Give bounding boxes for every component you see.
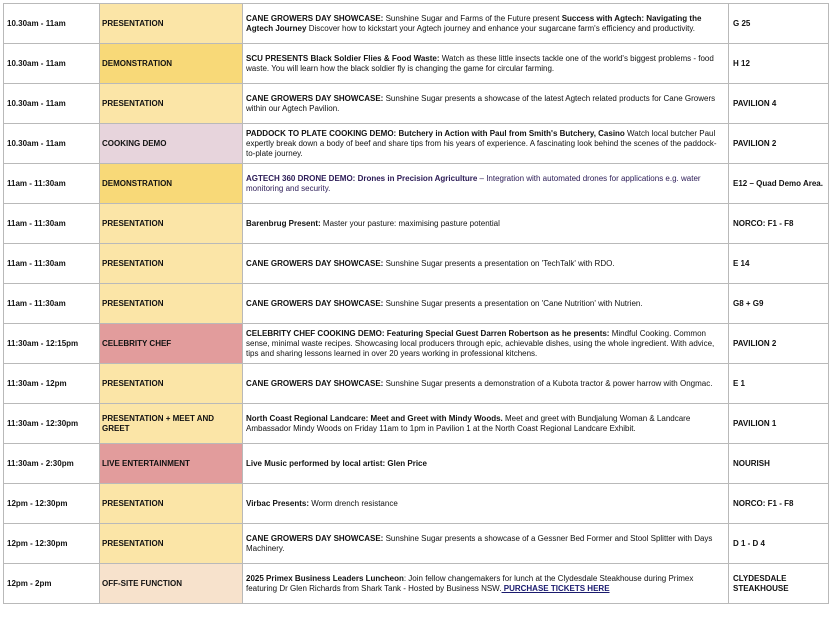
- table-row: [4, 124, 829, 164]
- description-title: CANE GROWERS DAY SHOWCASE:: [246, 93, 384, 103]
- location-cell: H 12: [729, 44, 829, 84]
- description-cell: [243, 4, 729, 44]
- description-cell: [243, 444, 729, 484]
- location-cell: PAVILION 2: [729, 124, 829, 164]
- table-row: [4, 204, 829, 244]
- event-type-cell: COOKING DEMO: [100, 124, 243, 164]
- description-text: Sunshine Sugar presents a showcase of a Gessner Bed Former and Stool Splitter with Days Machinery.: [246, 533, 713, 553]
- description-title: CANE GROWERS DAY SHOWCASE:: [246, 298, 384, 308]
- purchase-tickets-link[interactable]: PURCHASE TICKETS HERE: [501, 583, 610, 593]
- table-row: [4, 84, 829, 124]
- event-type-cell: PRESENTATION: [100, 244, 243, 284]
- location-cell: NORCO: F1 - F8: [729, 484, 829, 524]
- event-type-cell: PRESENTATION: [100, 4, 243, 44]
- description-text: : Join fellow changemakers for lunch at the Clydesdale Steakhouse during Primex featuring Dr Glen Richards from Shark Tank - Hosted by Business NSW.: [246, 573, 694, 593]
- description-text: Master your pasture: maximising pasture potential: [320, 218, 500, 228]
- location-cell: E 14: [729, 244, 829, 284]
- table-row: [4, 4, 829, 44]
- description-title: SCU PRESENTS Black Soldier Flies & Food Waste:: [246, 53, 440, 63]
- description-subtitle: Success with Agtech: Navigating the Agtech Journey: [246, 13, 702, 33]
- description-cell: [243, 284, 729, 324]
- time-cell: 11:30am - 12:30pm: [4, 404, 100, 444]
- description-title: CELEBRITY CHEF COOKING DEMO: Featuring Special Guest Darren Robertson as he presents:: [246, 328, 610, 338]
- time-cell: 11:30am - 12pm: [4, 364, 100, 404]
- event-type-cell: PRESENTATION: [100, 84, 243, 124]
- description-title: 2025 Primex Business Leaders Luncheon: [246, 573, 404, 583]
- table-row: [4, 244, 829, 284]
- description-title: CANE GROWERS DAY SHOWCASE:: [246, 378, 384, 388]
- description-cell: [243, 484, 729, 524]
- event-type-cell: PRESENTATION: [100, 484, 243, 524]
- description-cell: [243, 204, 729, 244]
- description-text: Watch as these little insects tackle one of the world's biggest problems - food waste. You will learn how the black soldier fly is changing the game for circular farming.: [246, 53, 714, 73]
- description-text: Sunshine Sugar presents a demonstration of a Kubota tractor & power harrow with Ongmac.: [383, 378, 713, 388]
- table-row: [4, 164, 829, 204]
- description-cell: [243, 564, 729, 604]
- event-type-cell: OFF-SITE FUNCTION: [100, 564, 243, 604]
- time-cell: 10.30am - 11am: [4, 4, 100, 44]
- time-cell: 11:30am - 12:15pm: [4, 324, 100, 364]
- table-row: [4, 324, 829, 364]
- description-text: Sunshine Sugar presents a presentation on 'Cane Nutrition' with Nutrien.: [383, 298, 643, 308]
- location-cell: NOURISH: [729, 444, 829, 484]
- location-cell: PAVILION 1: [729, 404, 829, 444]
- description-text: Worm drench resistance: [309, 498, 398, 508]
- event-type-cell: LIVE ENTERTAINMENT: [100, 444, 243, 484]
- event-type-cell: PRESENTATION + MEET AND GREET: [100, 404, 243, 444]
- time-cell: 11am - 11:30am: [4, 244, 100, 284]
- description-text: – Integration with automated drones for applications e.g. water monitoring and security.: [246, 173, 701, 193]
- schedule-body: [4, 4, 829, 604]
- description-text: Watch local butcher Paul expertly break down a body of beef and share tips from his years of experience. A fascinating look behind the scenes of the paddock-to-plate journey.: [246, 128, 717, 158]
- location-cell: G8 + G9: [729, 284, 829, 324]
- time-cell: 11am - 11:30am: [4, 164, 100, 204]
- description-title: AGTECH 360 DRONE DEMO: Drones in Precision Agriculture: [246, 173, 478, 183]
- description-title: CANE GROWERS DAY SHOWCASE:: [246, 533, 384, 543]
- description-cell: [243, 524, 729, 564]
- description-cell: [243, 404, 729, 444]
- time-cell: 10.30am - 11am: [4, 84, 100, 124]
- time-cell: 10.30am - 11am: [4, 124, 100, 164]
- location-cell: D 1 - D 4: [729, 524, 829, 564]
- event-type-cell: PRESENTATION: [100, 364, 243, 404]
- description-text-2: Discover how to kickstart your Agtech journey and enhance your sugarcane farm's efficiency and productivity.: [306, 23, 696, 33]
- schedule-table: [3, 3, 829, 604]
- description-title: Barenbrug Present:: [246, 218, 321, 228]
- table-row: [4, 44, 829, 84]
- description-text: Sunshine Sugar and Farms of the Future present: [383, 13, 562, 23]
- time-cell: 11am - 11:30am: [4, 204, 100, 244]
- event-type-cell: DEMONSTRATION: [100, 164, 243, 204]
- event-type-cell: PRESENTATION: [100, 204, 243, 244]
- description-title: North Coast Regional Landcare: Meet and Greet with Mindy Woods.: [246, 413, 503, 423]
- time-cell: 11:30am - 2:30pm: [4, 444, 100, 484]
- description-text: Sunshine Sugar presents a showcase of the latest Agtech related products for Cane Growers within our Agtech Pavilion.: [246, 93, 716, 113]
- description-cell: [243, 324, 729, 364]
- table-row: [4, 364, 829, 404]
- time-cell: 12pm - 12:30pm: [4, 524, 100, 564]
- description-text: Mindful Cooking. Common sense, minimal waste recipes. Showcasing local producers through epic, achievable dishes, using the whole ingredient. With advice, tips and sharing lessons learned in over 20 years working in professional kitchens.: [246, 328, 715, 358]
- event-type-cell: DEMONSTRATION: [100, 44, 243, 84]
- description-cell: [243, 84, 729, 124]
- description-cell: [243, 244, 729, 284]
- description-title: CANE GROWERS DAY SHOWCASE:: [246, 258, 384, 268]
- description-cell: [243, 44, 729, 84]
- time-cell: 12pm - 12:30pm: [4, 484, 100, 524]
- event-type-cell: PRESENTATION: [100, 284, 243, 324]
- table-row: [4, 444, 829, 484]
- table-row: [4, 564, 829, 604]
- description-title: Virbac Presents:: [246, 498, 309, 508]
- description-title: CANE GROWERS DAY SHOWCASE:: [246, 13, 384, 23]
- table-row: [4, 484, 829, 524]
- location-cell: E 1: [729, 364, 829, 404]
- event-type-cell: PRESENTATION: [100, 524, 243, 564]
- time-cell: 12pm - 2pm: [4, 564, 100, 604]
- description-text: Meet and greet with Bundjalung Woman & Landcare Ambassador Mindy Woods on Friday 11am to 1pm in Pavilion 1 at the North Coast Regional Landcare Exhibit.: [246, 413, 691, 433]
- time-cell: 11am - 11:30am: [4, 284, 100, 324]
- table-row: [4, 404, 829, 444]
- description-title: PADDOCK TO PLATE COOKING DEMO: Butchery in Action with Paul from Smith's Butchery, Casino: [246, 128, 625, 138]
- location-cell: G 25: [729, 4, 829, 44]
- location-cell: E12 – Quad Demo Area.: [729, 164, 829, 204]
- time-cell: 10.30am - 11am: [4, 44, 100, 84]
- location-cell: PAVILION 4: [729, 84, 829, 124]
- location-cell: PAVILION 2: [729, 324, 829, 364]
- event-type-cell: CELEBRITY CHEF: [100, 324, 243, 364]
- description-cell: [243, 364, 729, 404]
- location-cell: NORCO: F1 - F8: [729, 204, 829, 244]
- description-text: Sunshine Sugar presents a presentation on 'TechTalk' with RDO.: [383, 258, 615, 268]
- table-row: [4, 524, 829, 564]
- table-row: [4, 284, 829, 324]
- description-title: Live Music performed by local artist: Glen Price: [246, 458, 427, 468]
- description-cell: [243, 124, 729, 164]
- location-cell: CLYDESDALE STEAKHOUSE: [729, 564, 829, 604]
- description-cell: [243, 164, 729, 204]
